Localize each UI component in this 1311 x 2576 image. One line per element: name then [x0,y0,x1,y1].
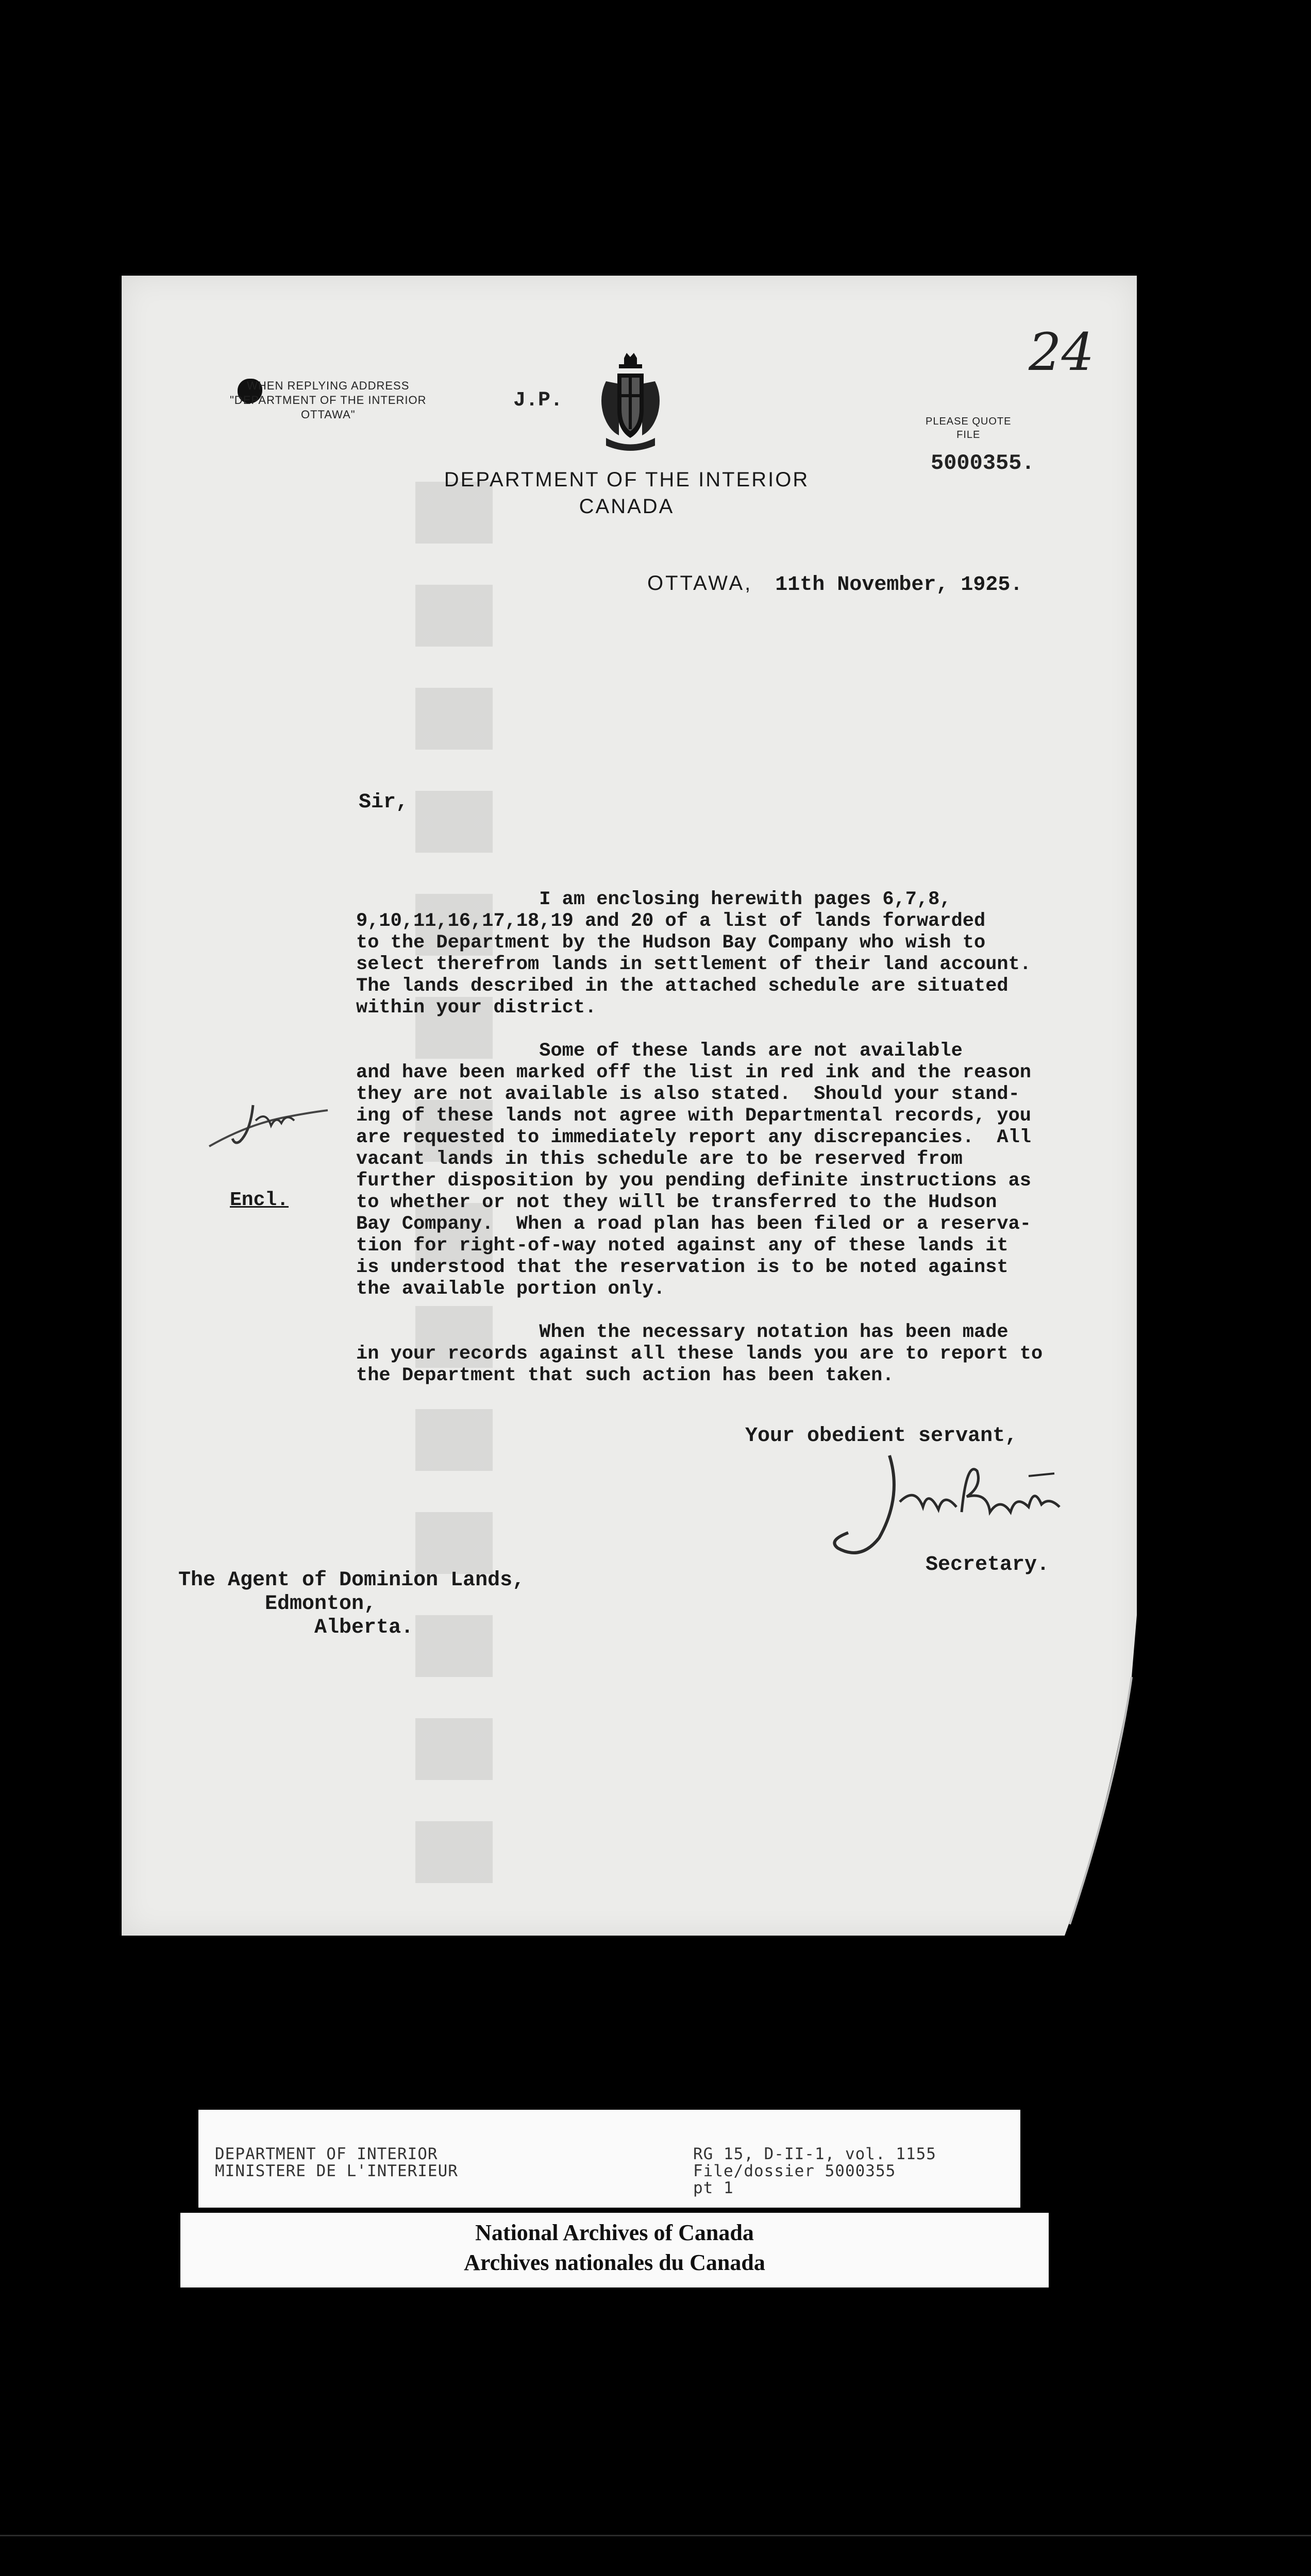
file-number: 5000355. [931,451,1035,476]
handwritten-signature [812,1440,1080,1569]
handwritten-initials [204,1090,338,1157]
archive-label-department [215,2146,458,2180]
label-line: DEPARTMENT OF INTERIOR [215,2145,438,2163]
recipient-address [178,1569,525,1640]
reply-note-line: "DEPARTMENT OF THE INTERIOR [230,394,427,406]
department-country: CANADA [579,495,675,518]
quote-label-line: FILE [956,429,981,440]
body-paragraph: Some of these lands are not available and have been marked off the list in red ink and the reason they are not available is also stated. Should your stand- ing of these lands not agree with Departmental records, you are requested to immediately report any discrepancies. All vacant lands in this schedule are to be reserved from further disposition by you pending definite instructions as to whether or not they will be transferred to the Hudson Bay Company. When a road plan has been filed or a reserva- tion for right-of-way noted against any of these lands it is understood that the reservation is to be noted against the available portion only. [356,1040,1032,1300]
letter-place: OTTAWA, [647,572,753,595]
page-number: 24 [1029,322,1095,382]
quote-label-line: PLEASE QUOTE [926,416,1012,427]
scan-bottom-rule [0,2535,1311,2536]
archive-label-reference [693,2146,936,2197]
address-line: Alberta. [178,1616,414,1639]
address-line: Edmonton, [178,1592,377,1616]
archives-name-fr: Archives nationales du Canada [464,2250,765,2275]
reply-note-line: WHEN REPLYING ADDRESS [247,379,410,392]
address-line: The Agent of Dominion Lands, [178,1569,525,1592]
letterhead-department [410,466,843,520]
body-paragraph: When the necessary notation has been made in your records against all these lands you are to report to the Department that such action has been taken. [356,1321,1043,1386]
label-line: MINISTERE DE L'INTERIEUR [215,2162,458,2180]
letter-sheet [122,276,1137,1936]
letter-date: 11th November, 1925. [775,573,1023,597]
archives-name-en: National Archives of Canada [475,2220,754,2245]
torn-corner [1060,1615,1137,1936]
label-line: pt 1 [693,2179,734,2197]
label-line: File/dossier 5000355 [693,2162,896,2180]
royal-coat-of-arms-icon [596,353,665,453]
archives-banner [180,2213,1049,2287]
salutation: Sir, [359,791,409,814]
archive-reference-label [198,2110,1020,2208]
reply-address-note [230,379,427,422]
signature-title: Secretary. [926,1553,1050,1577]
please-quote-file-label [926,415,1012,442]
closing-line: Your obedient servant, [745,1425,1018,1448]
body-paragraph: I am enclosing herewith pages 6,7,8, 9,10,11,16,17,18,19 and 20 of a list of lands forwarded to the Department by the Hudson Bay Company who wish to select therefrom lands in settlement of their land account. The lands described in the attached schedule are situated within your district. [356,889,1032,1019]
enclosure-note: Encl. [230,1189,289,1211]
reply-note-line: OTTAWA" [300,408,356,421]
place-and-date [647,572,1022,597]
department-name: DEPARTMENT OF THE INTERIOR [444,468,810,491]
letter-body [356,889,1119,1408]
label-line: RG 15, D-II-1, vol. 1155 [693,2145,936,2163]
initials-mark: J.P. [513,389,563,412]
